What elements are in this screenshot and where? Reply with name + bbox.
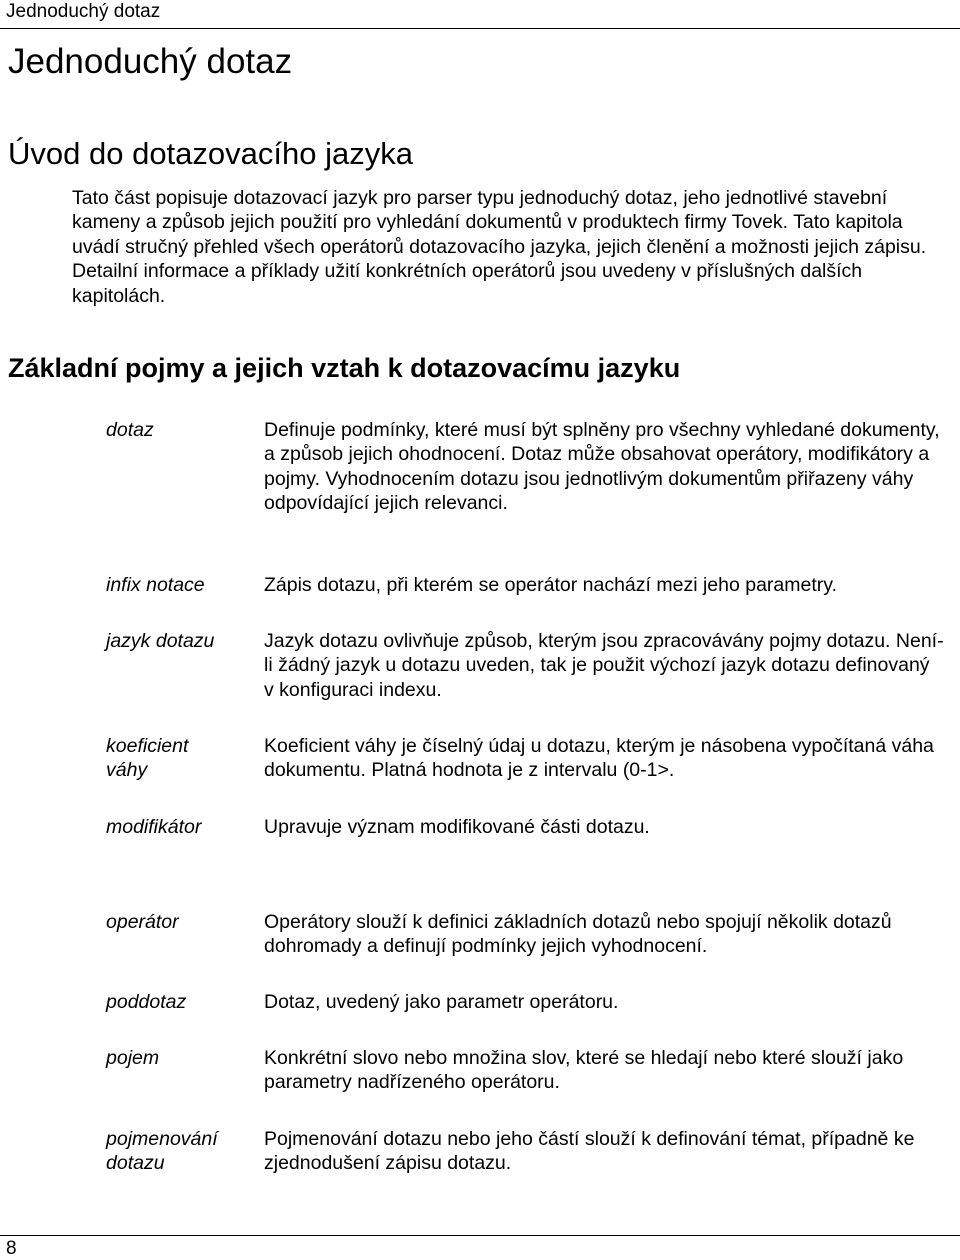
page-number: 8 <box>6 1238 17 1259</box>
term-definition: Jazyk dotazu ovlivňuje způsob, kterým jsou zpracovávány pojmy dotazu. Není-li žádný jazyk u dotazu uveden, tak je použit výchozí jazyk dotazu definovaný v konfiguraci indexu. <box>264 630 944 701</box>
term-definition: Upravuje význam modifikované části dotazu. <box>264 816 650 838</box>
section-heading: Úvod do dotazovacího jazyka <box>8 136 413 171</box>
term-label: modifikátor <box>106 816 202 838</box>
term-definition: Koeficient váhy je číselný údaj u dotazu, kterým je násobena vypočítaná váha dokumentu. Platná hodnota je z intervalu (0-1>. <box>264 735 934 782</box>
term-definition: Zápis dotazu, při kterém se operátor nachází mezi jeho parametry. <box>264 574 837 596</box>
running-header <box>0 0 960 29</box>
term-label: pojem <box>106 1047 160 1069</box>
running-footer <box>0 1235 960 1260</box>
term-label: jazyk dotazu <box>106 630 215 652</box>
term-definition: Pojmenování dotazu nebo jeho částí slouží k definování témat, případně ke zjednodušení zápisu dotazu. <box>264 1128 915 1175</box>
intro-paragraph: Tato část popisuje dotazovací jazyk pro parser typu jednoduchý dotaz, jeho jednotlivé stavební kameny a způsob jejich použití pro vyhledání dokumentů v produktech firmy Tovek. Tato kapitola uvádí stručný přehled všech operátorů dotazovacího jazyka, jejich členění a možnosti jejich zápisu. Detailní informace a příklady užití konkrétních operátorů jsou uvedeny v příslušných dalších kapitolách. <box>72 187 927 307</box>
term-definition: Dotaz, uvedený jako parametr operátoru. <box>264 991 619 1013</box>
term-definition: Definuje podmínky, které musí být splněny pro všechny vyhledané dokumenty, a způsob jejich ohodnocení. Dotaz může obsahovat operátory, modifikátory a pojmy. Vyhodnocením dotazu jsou jednotlivým dokumentům přiřazeny váhy odpovídající jejich relevanci. <box>264 419 940 515</box>
term-definition: Operátory slouží k definici základních dotazů nebo spojují několik dotazů dohromady a definují podmínky jejich vyhodnocení. <box>264 911 892 958</box>
term-label: koeficient váhy <box>106 735 189 782</box>
term-label: dotaz <box>106 419 154 441</box>
document-title: Jednoduchý dotaz <box>8 42 293 81</box>
subsection-heading: Základní pojmy a jejich vztah k dotazovacímu jazyku <box>8 353 681 383</box>
term-label: infix notace <box>106 574 205 596</box>
term-label: operátor <box>106 911 179 933</box>
term-label: pojmenování dotazu <box>106 1128 218 1175</box>
term-label: poddotaz <box>106 991 187 1013</box>
running-header-title: Jednoduchý dotaz <box>6 1 161 22</box>
term-definition: Konkrétní slovo nebo množina slov, které se hledají nebo které slouží jako parametry nadřízeného operátoru. <box>264 1047 904 1094</box>
